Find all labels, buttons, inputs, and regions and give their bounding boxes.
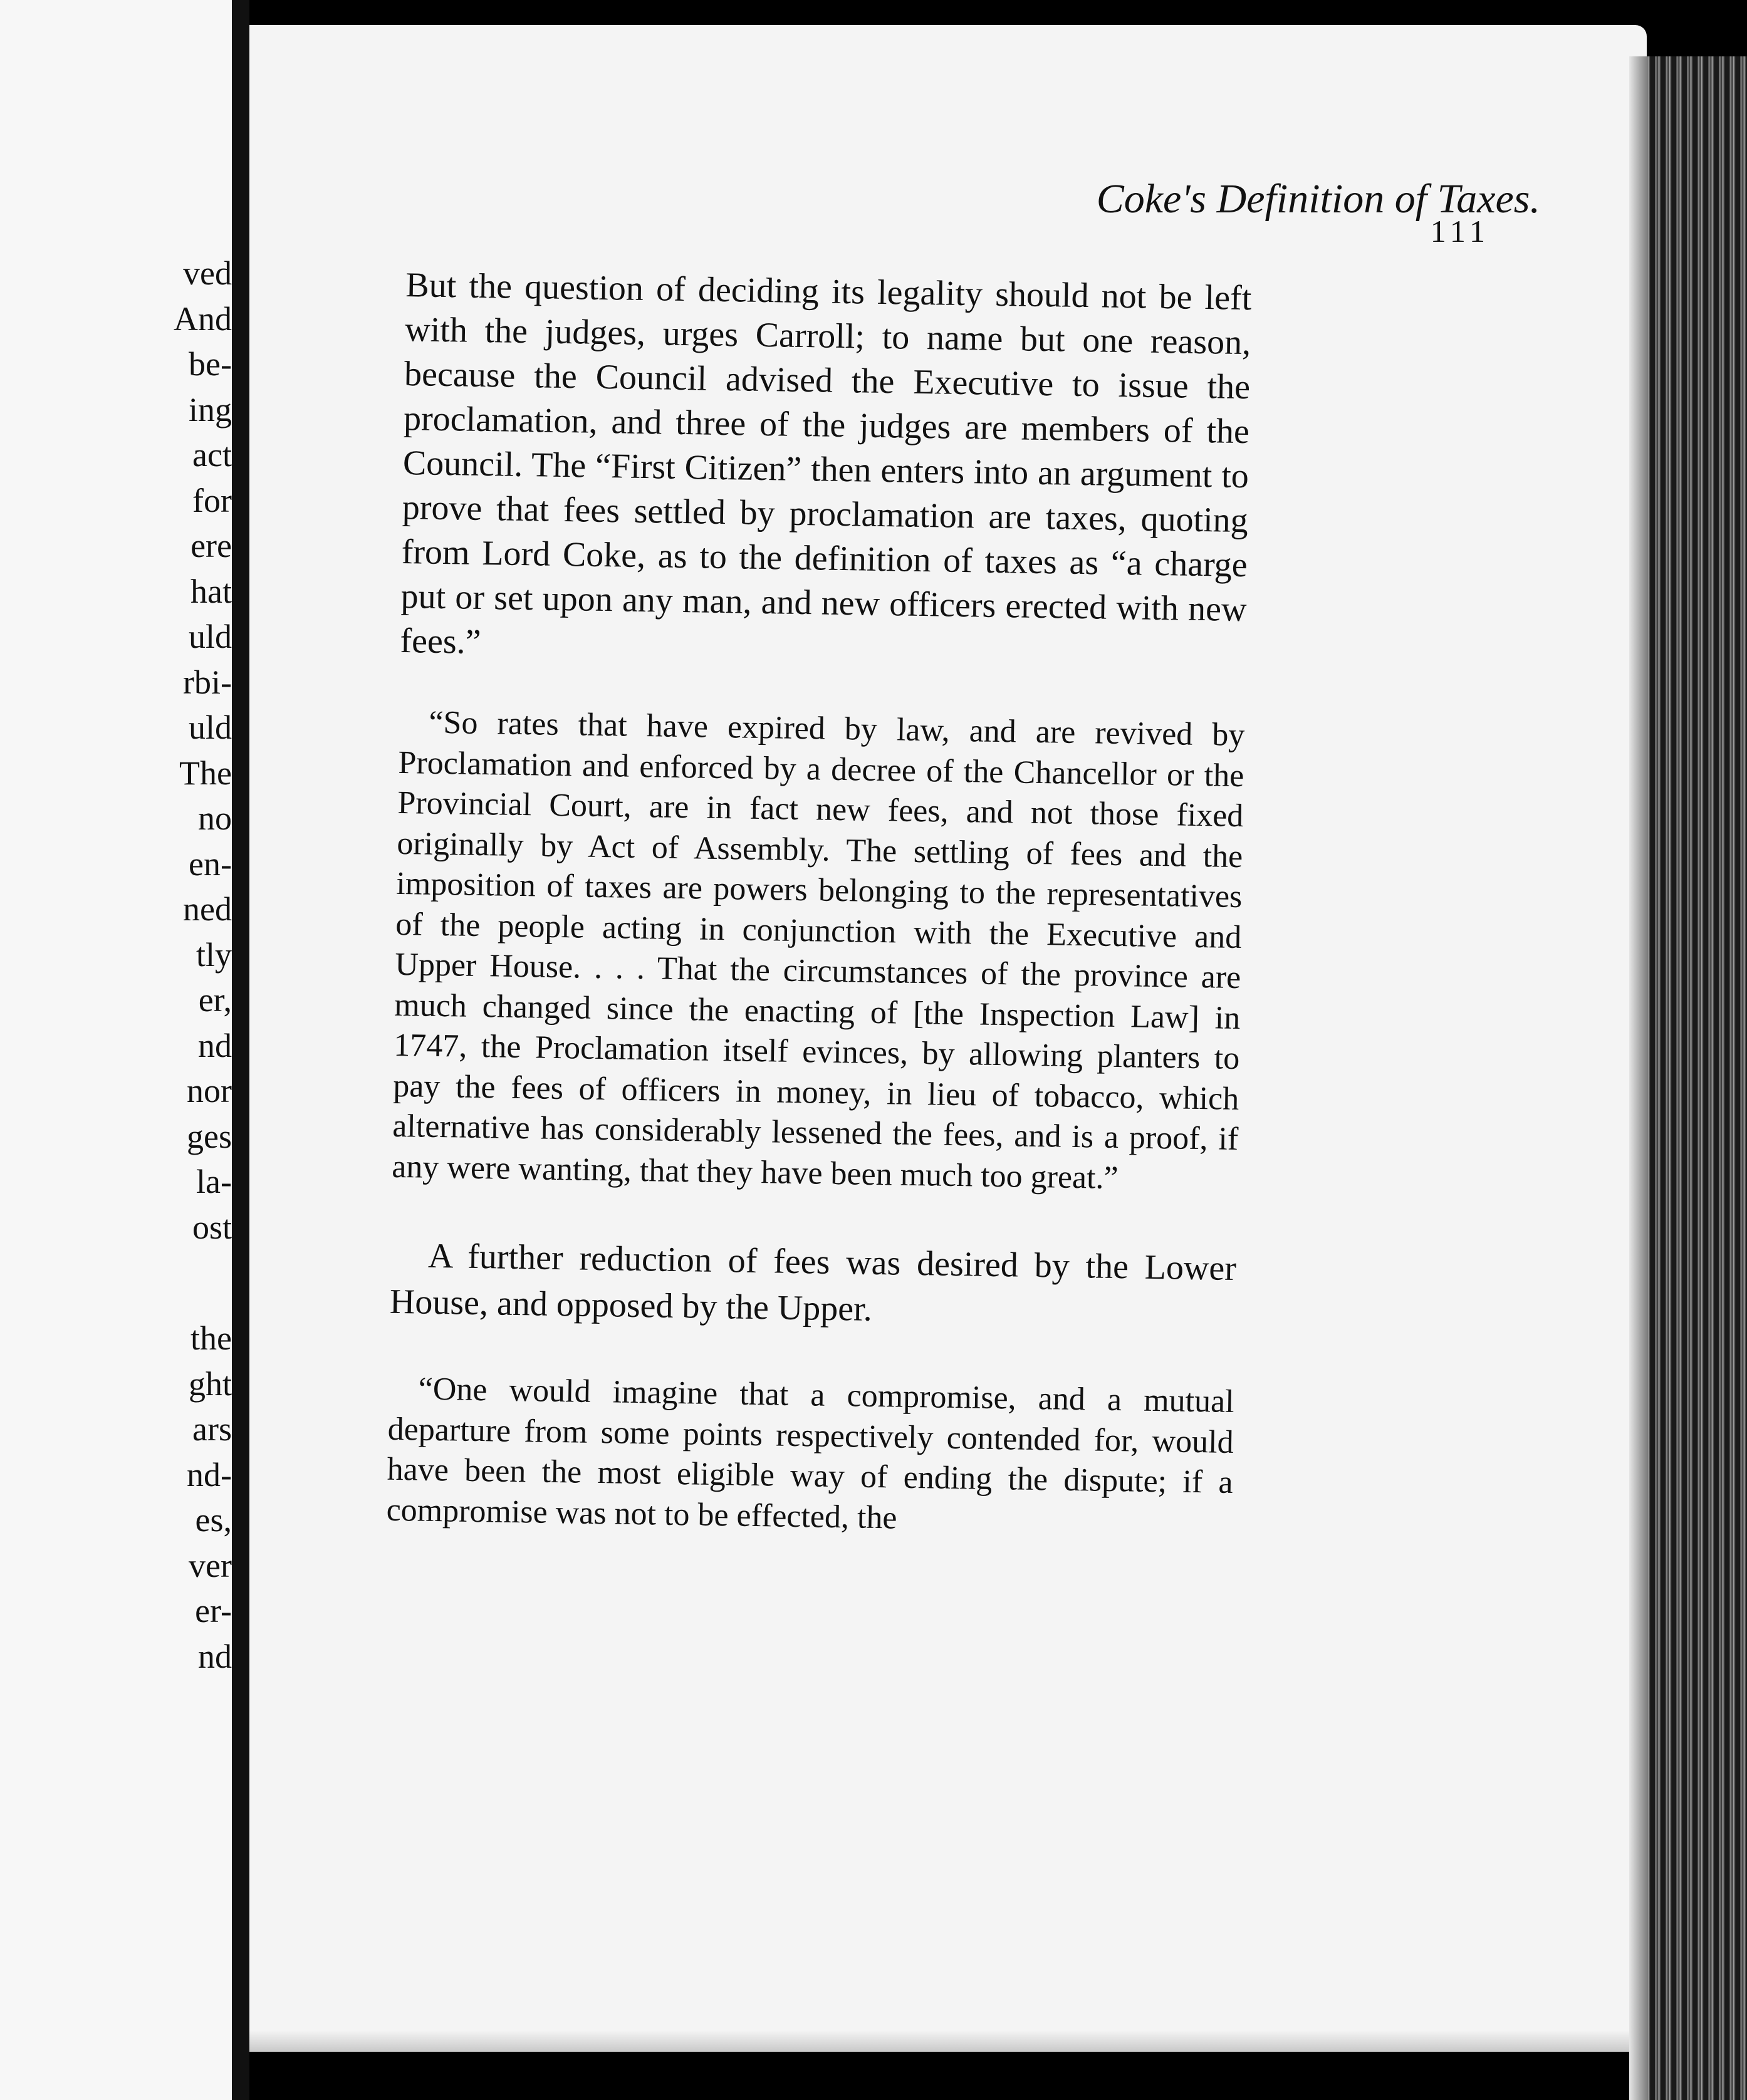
line-fragment: es, (195, 1501, 232, 1539)
page-number: 111 (1430, 214, 1490, 249)
left-page-line-endings (157, 251, 232, 1679)
line-fragment: ars (192, 1410, 232, 1448)
line-fragment: ver (189, 1546, 232, 1584)
paragraph: A further reduction of fees was desired by the Lower House, and opposed by the Upper. (389, 1236, 1237, 1329)
line-fragment: for (192, 481, 232, 519)
line-fragment: no (198, 799, 232, 837)
line-fragment: uld (188, 709, 232, 746)
line-fragment: the (190, 1319, 232, 1357)
line-fragment: ned (183, 890, 232, 928)
line-fragment: act (192, 436, 232, 474)
paragraph: But the question of deciding its legality should not be left with the judges, urges Carroll; to name but one reason, because the Council advised the Executive to issue the proclamation, and three of the judges are members of the Council. The “First Citizen” then enters into an argument to prove that fees settled by proclamation are taxes, quoting from Lord Coke, as to the definition of taxes as “a charge put or set upon any man, and new officers erected with new fees.” (400, 265, 1252, 662)
line-fragment: la- (196, 1163, 232, 1200)
line-fragment: rbi- (183, 663, 232, 701)
line-fragment: ght (188, 1364, 232, 1403)
line-fragment: nd (198, 1637, 232, 1675)
line-fragment: ges (187, 1117, 232, 1155)
line-fragment: ost (192, 1208, 232, 1246)
page-edges (1629, 56, 1747, 2100)
line-fragment: hat (190, 572, 232, 610)
line-fragment: And (174, 299, 232, 338)
line-fragment: be- (189, 345, 232, 383)
line-fragment: er- (195, 1592, 232, 1630)
block-quote: “So rates that have expired by law, and are revived by Proclamation and enforced by a decree of the Chancellor or the Provincial Court, are in fact new fees, and not those fixed originally by Act of Assembly. The settling of fees and the imposition of taxes are powers belonging to the representatives of the people acting in conjunction with the Executive and Upper House. . . . That the circumstances of the province are much changed since the enacting of [the Inspection Law] in 1747, the Proclamation itself evinces, by allowing planters to pay the fees of officers in money, in lieu of tobacco, which alternative has considerably lessened the fees, and is a proof, if any were wanting, that they have been much too great.” (391, 704, 1245, 1196)
right-page (249, 25, 1647, 2052)
line-fragment: uld (188, 618, 232, 655)
running-head: Coke's Definition of Taxes. (1096, 176, 1540, 222)
line-fragment: tly (196, 935, 232, 974)
line-fragment: ved (183, 254, 232, 292)
line-fragment: nor (187, 1072, 232, 1110)
block-quote: “One would imagine that a compromise, and a mutual departure from some points respectively contended for, would have been the most eligible way of ending the dispute; if a compromise was not to be effected, the (386, 1371, 1235, 1536)
line-fragment: nd (198, 1026, 232, 1064)
line-fragment: en- (189, 845, 232, 883)
page-body (386, 263, 1252, 1544)
paragraph-gap (157, 1250, 232, 1316)
line-fragment: The (179, 754, 232, 792)
line-fragment: ere (190, 527, 232, 564)
line-fragment: er, (198, 981, 232, 1019)
left-facing-page (0, 0, 236, 2100)
line-fragment: ing (188, 390, 232, 429)
line-fragment: nd- (187, 1455, 232, 1494)
book-gutter (232, 0, 249, 2100)
